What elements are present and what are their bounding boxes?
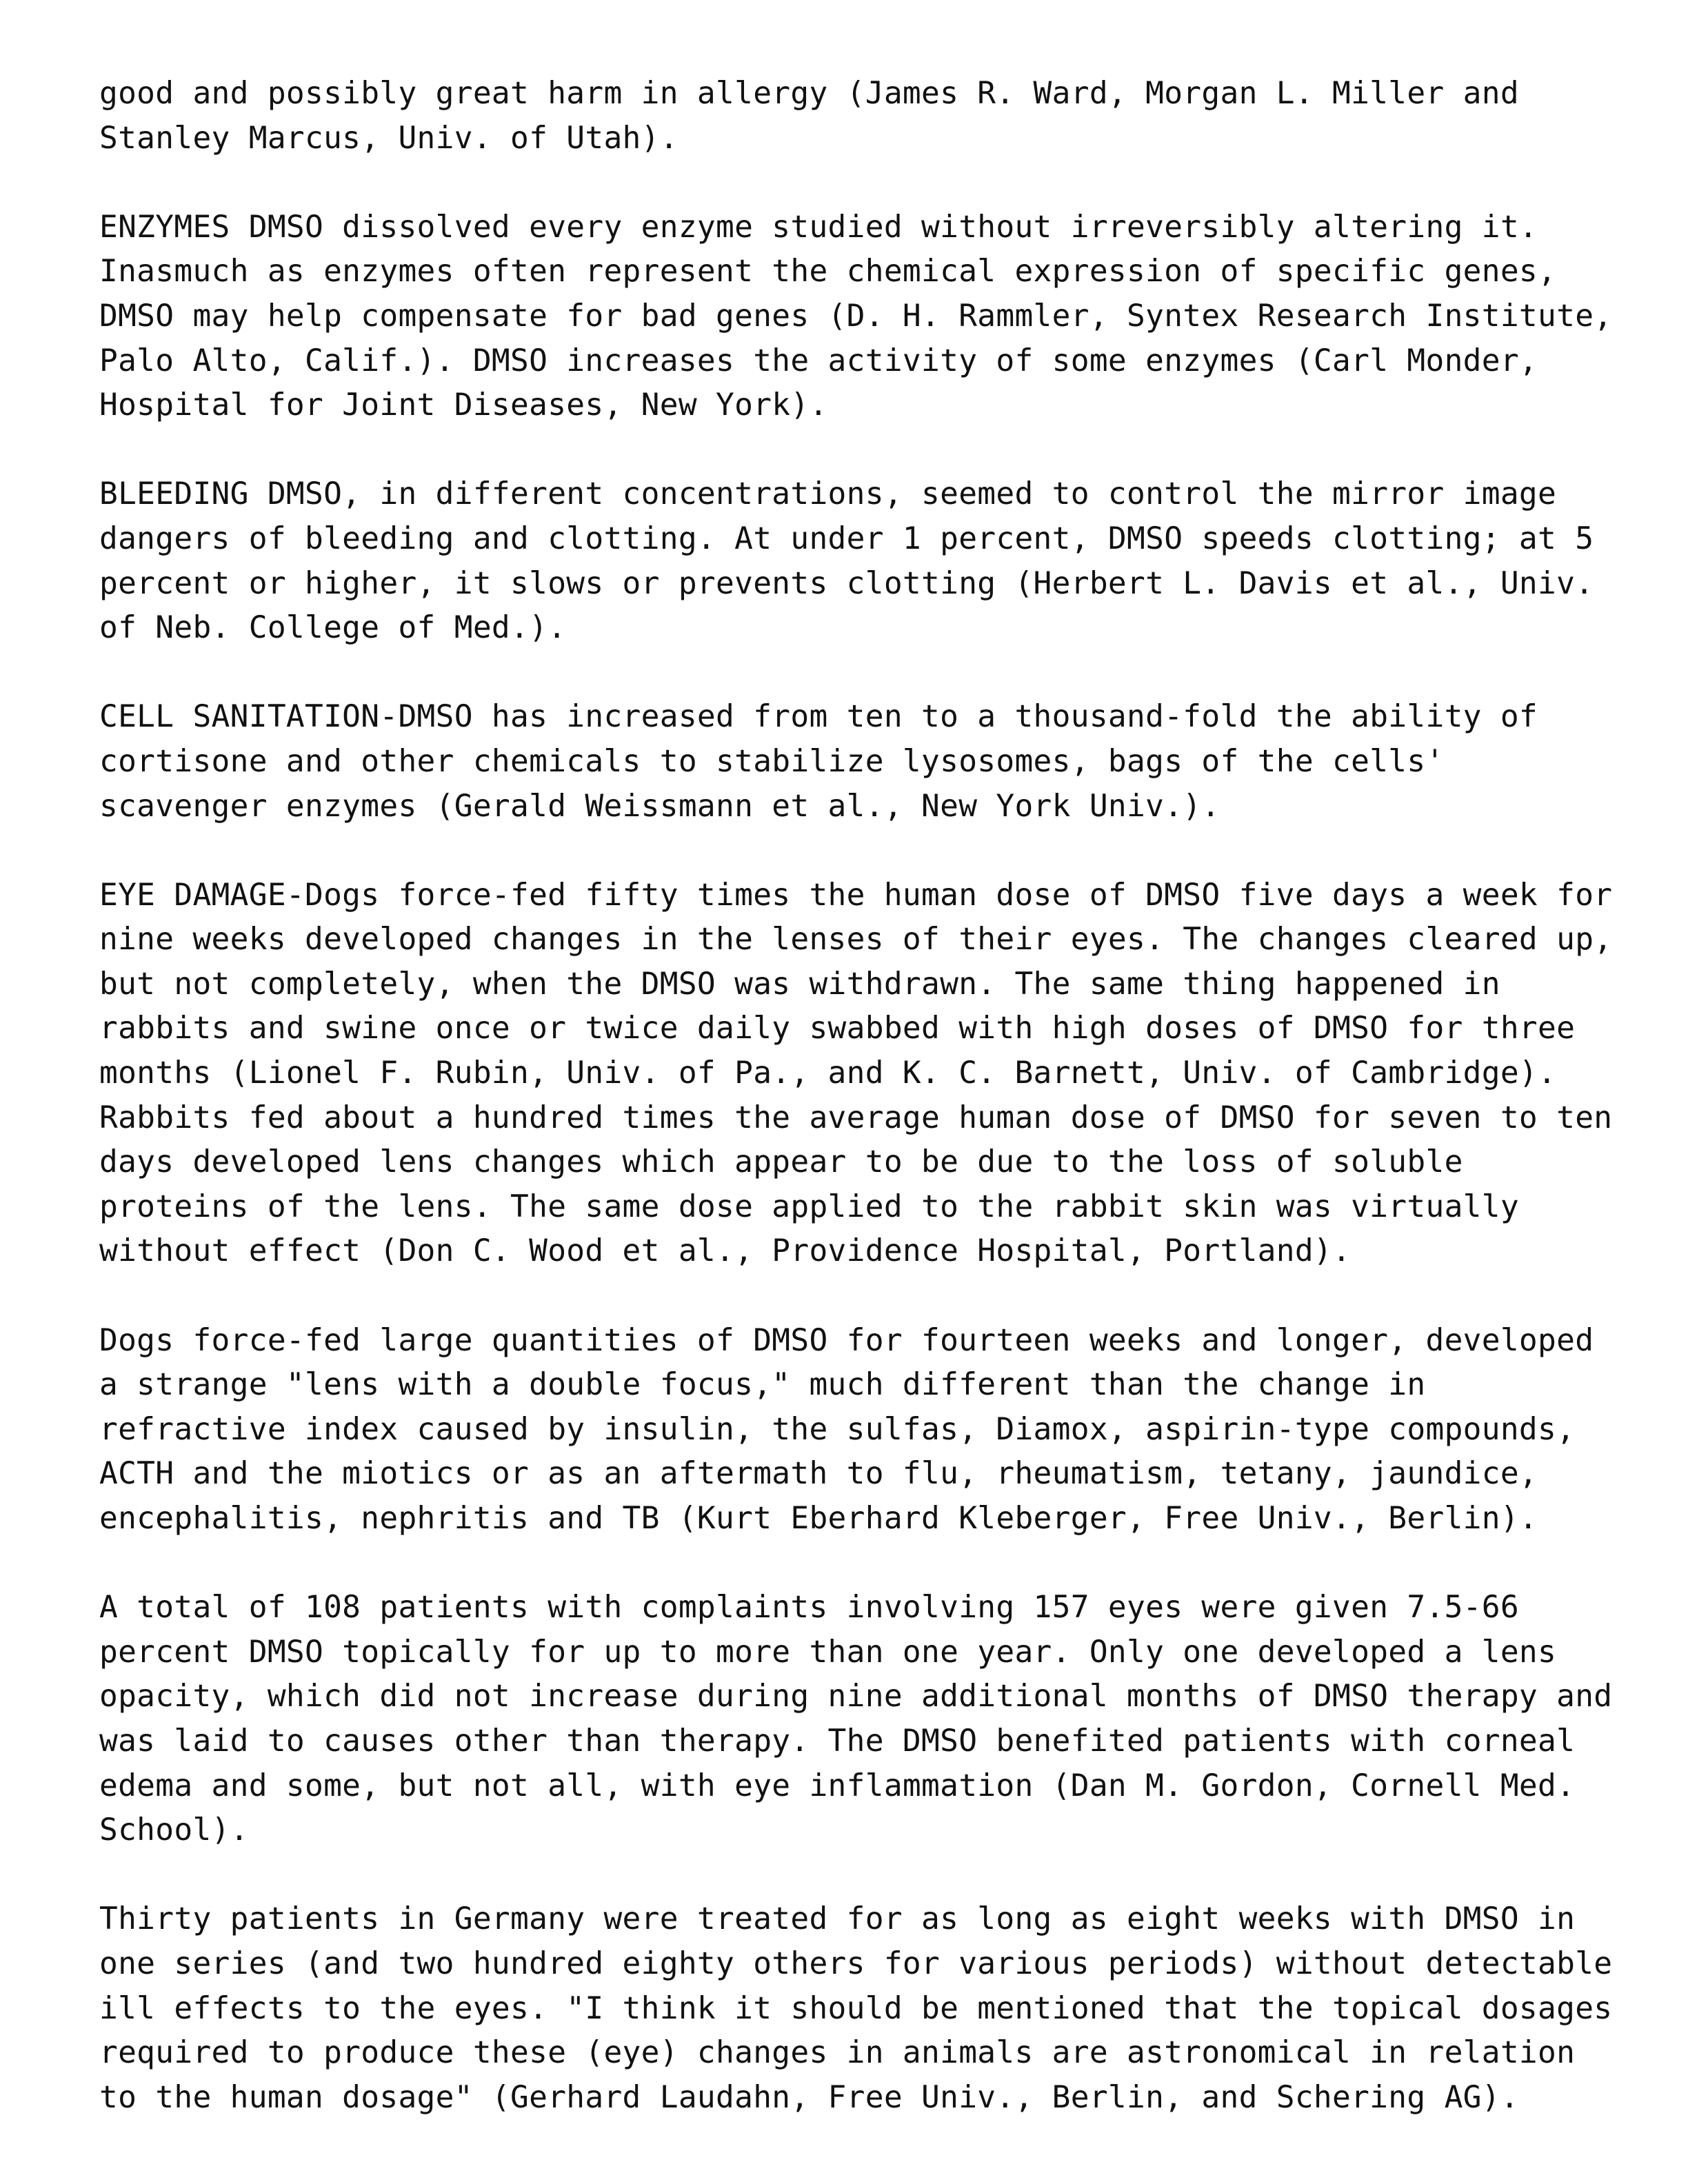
text-line: one series (and two hundred eighty others for various periods) without detectable — [99, 1945, 1613, 1981]
text-line: Inasmuch as enzymes often represent the chemical expression of specific genes, — [99, 254, 1557, 290]
text-line: Stanley Marcus, Univ. of Utah). — [99, 120, 679, 156]
text-line: Hospital for Joint Diseases, New York). — [99, 387, 828, 423]
paragraph-dogs-double-focus — [99, 1319, 1644, 1541]
document-page — [99, 72, 1644, 2120]
text-line: proteins of the lens. The same dose applied to the rabbit skin was virtually — [99, 1189, 1519, 1224]
text-line: Palo Alto, Calif.). DMSO increases the activity of some enzymes (Carl Monder, — [99, 343, 1538, 378]
text-line: ENZYMES DMSO dissolved every enzyme studied without irreversibly altering it. — [99, 209, 1538, 245]
text-line: Rabbits fed about a hundred times the average human dose of DMSO for seven to ten — [99, 1100, 1613, 1135]
text-line: ill effects to the eyes. "I think it should be mentioned that the topical dosages — [99, 1990, 1613, 2026]
text-line: A total of 108 patients with complaints involving 157 eyes were given 7.5-66 — [99, 1590, 1519, 1626]
text-line: of Neb. College of Med.). — [99, 610, 567, 646]
text-line: to the human dosage" (Gerhard Laudahn, Free Univ., Berlin, and Schering AG). — [99, 2079, 1519, 2115]
text-line: encephalitis, nephritis and TB (Kurt Eberhard Kleberger, Free Univ., Berlin). — [99, 1501, 1538, 1536]
paragraph-bleeding — [99, 472, 1644, 650]
text-line: required to produce these (eye) changes in animals are astronomical in relation — [99, 2035, 1576, 2071]
paragraph-cell-sanitation — [99, 695, 1644, 829]
paragraph-thirty-patients — [99, 1897, 1644, 2120]
text-line: good and possibly great harm in allergy (James R. Ward, Morgan L. Miller and — [99, 76, 1519, 111]
text-line: DMSO may help compensate for bad genes (D. H. Rammler, Syntex Research Institute, — [99, 298, 1613, 334]
paragraph-patients-108 — [99, 1586, 1644, 1853]
paragraph-allergy-continuation — [99, 72, 1644, 161]
text-line: rabbits and swine once or twice daily swabbed with high doses of DMSO for three — [99, 1011, 1576, 1046]
text-line: without effect (Don C. Wood et al., Providence Hospital, Portland). — [99, 1233, 1352, 1269]
text-line: but not completely, when the DMSO was withdrawn. The same thing happened in — [99, 966, 1500, 1002]
text-line: months (Lionel F. Rubin, Univ. of Pa., and K. C. Barnett, Univ. of Cambridge). — [99, 1055, 1557, 1091]
text-line: a strange "lens with a double focus," much different than the change in — [99, 1367, 1426, 1403]
text-line: days developed lens changes which appear to be due to the loss of soluble — [99, 1144, 1463, 1180]
text-line: opacity, which did not increase during nine additional months of DMSO therapy and — [99, 1679, 1613, 1715]
paragraph-enzymes — [99, 205, 1644, 428]
text-line: CELL SANITATION-DMSO has increased from ten to a thousand-fold the ability of — [99, 699, 1538, 735]
text-line: dangers of bleeding and clotting. At under 1 percent, DMSO speeds clotting; at 5 — [99, 520, 1594, 556]
text-line: Dogs force-fed large quantities of DMSO for fourteen weeks and longer, developed — [99, 1322, 1594, 1358]
text-line: refractive index caused by insulin, the sulfas, Diamox, aspirin-type compounds, — [99, 1411, 1576, 1447]
text-line: BLEEDING DMSO, in different concentrations, seemed to control the mirror image — [99, 476, 1557, 512]
text-line: edema and some, but not all, with eye inflammation (Dan M. Gordon, Cornell Med. — [99, 1768, 1576, 1803]
text-line: was laid to causes other than therapy. The DMSO benefited patients with corneal — [99, 1723, 1576, 1759]
text-line: percent DMSO topically for up to more than one year. Only one developed a lens — [99, 1634, 1557, 1670]
text-line: School). — [99, 1812, 249, 1848]
paragraph-eye-damage — [99, 873, 1644, 1274]
text-line: scavenger enzymes (Gerald Weissmann et al., New York Univ.). — [99, 788, 1220, 824]
text-line: EYE DAMAGE-Dogs force-fed fifty times the human dose of DMSO five days a week for — [99, 877, 1613, 913]
text-line: nine weeks developed changes in the lenses of their eyes. The changes cleared up, — [99, 922, 1613, 958]
text-line: Thirty patients in Germany were treated for as long as eight weeks with DMSO in — [99, 1901, 1576, 1937]
text-line: percent or higher, it slows or prevents clotting (Herbert L. Davis et al., Univ. — [99, 565, 1594, 601]
text-line: ACTH and the miotics or as an aftermath to flu, rheumatism, tetany, jaundice, — [99, 1456, 1538, 1492]
text-line: cortisone and other chemicals to stabilize lysosomes, bags of the cells' — [99, 743, 1445, 779]
